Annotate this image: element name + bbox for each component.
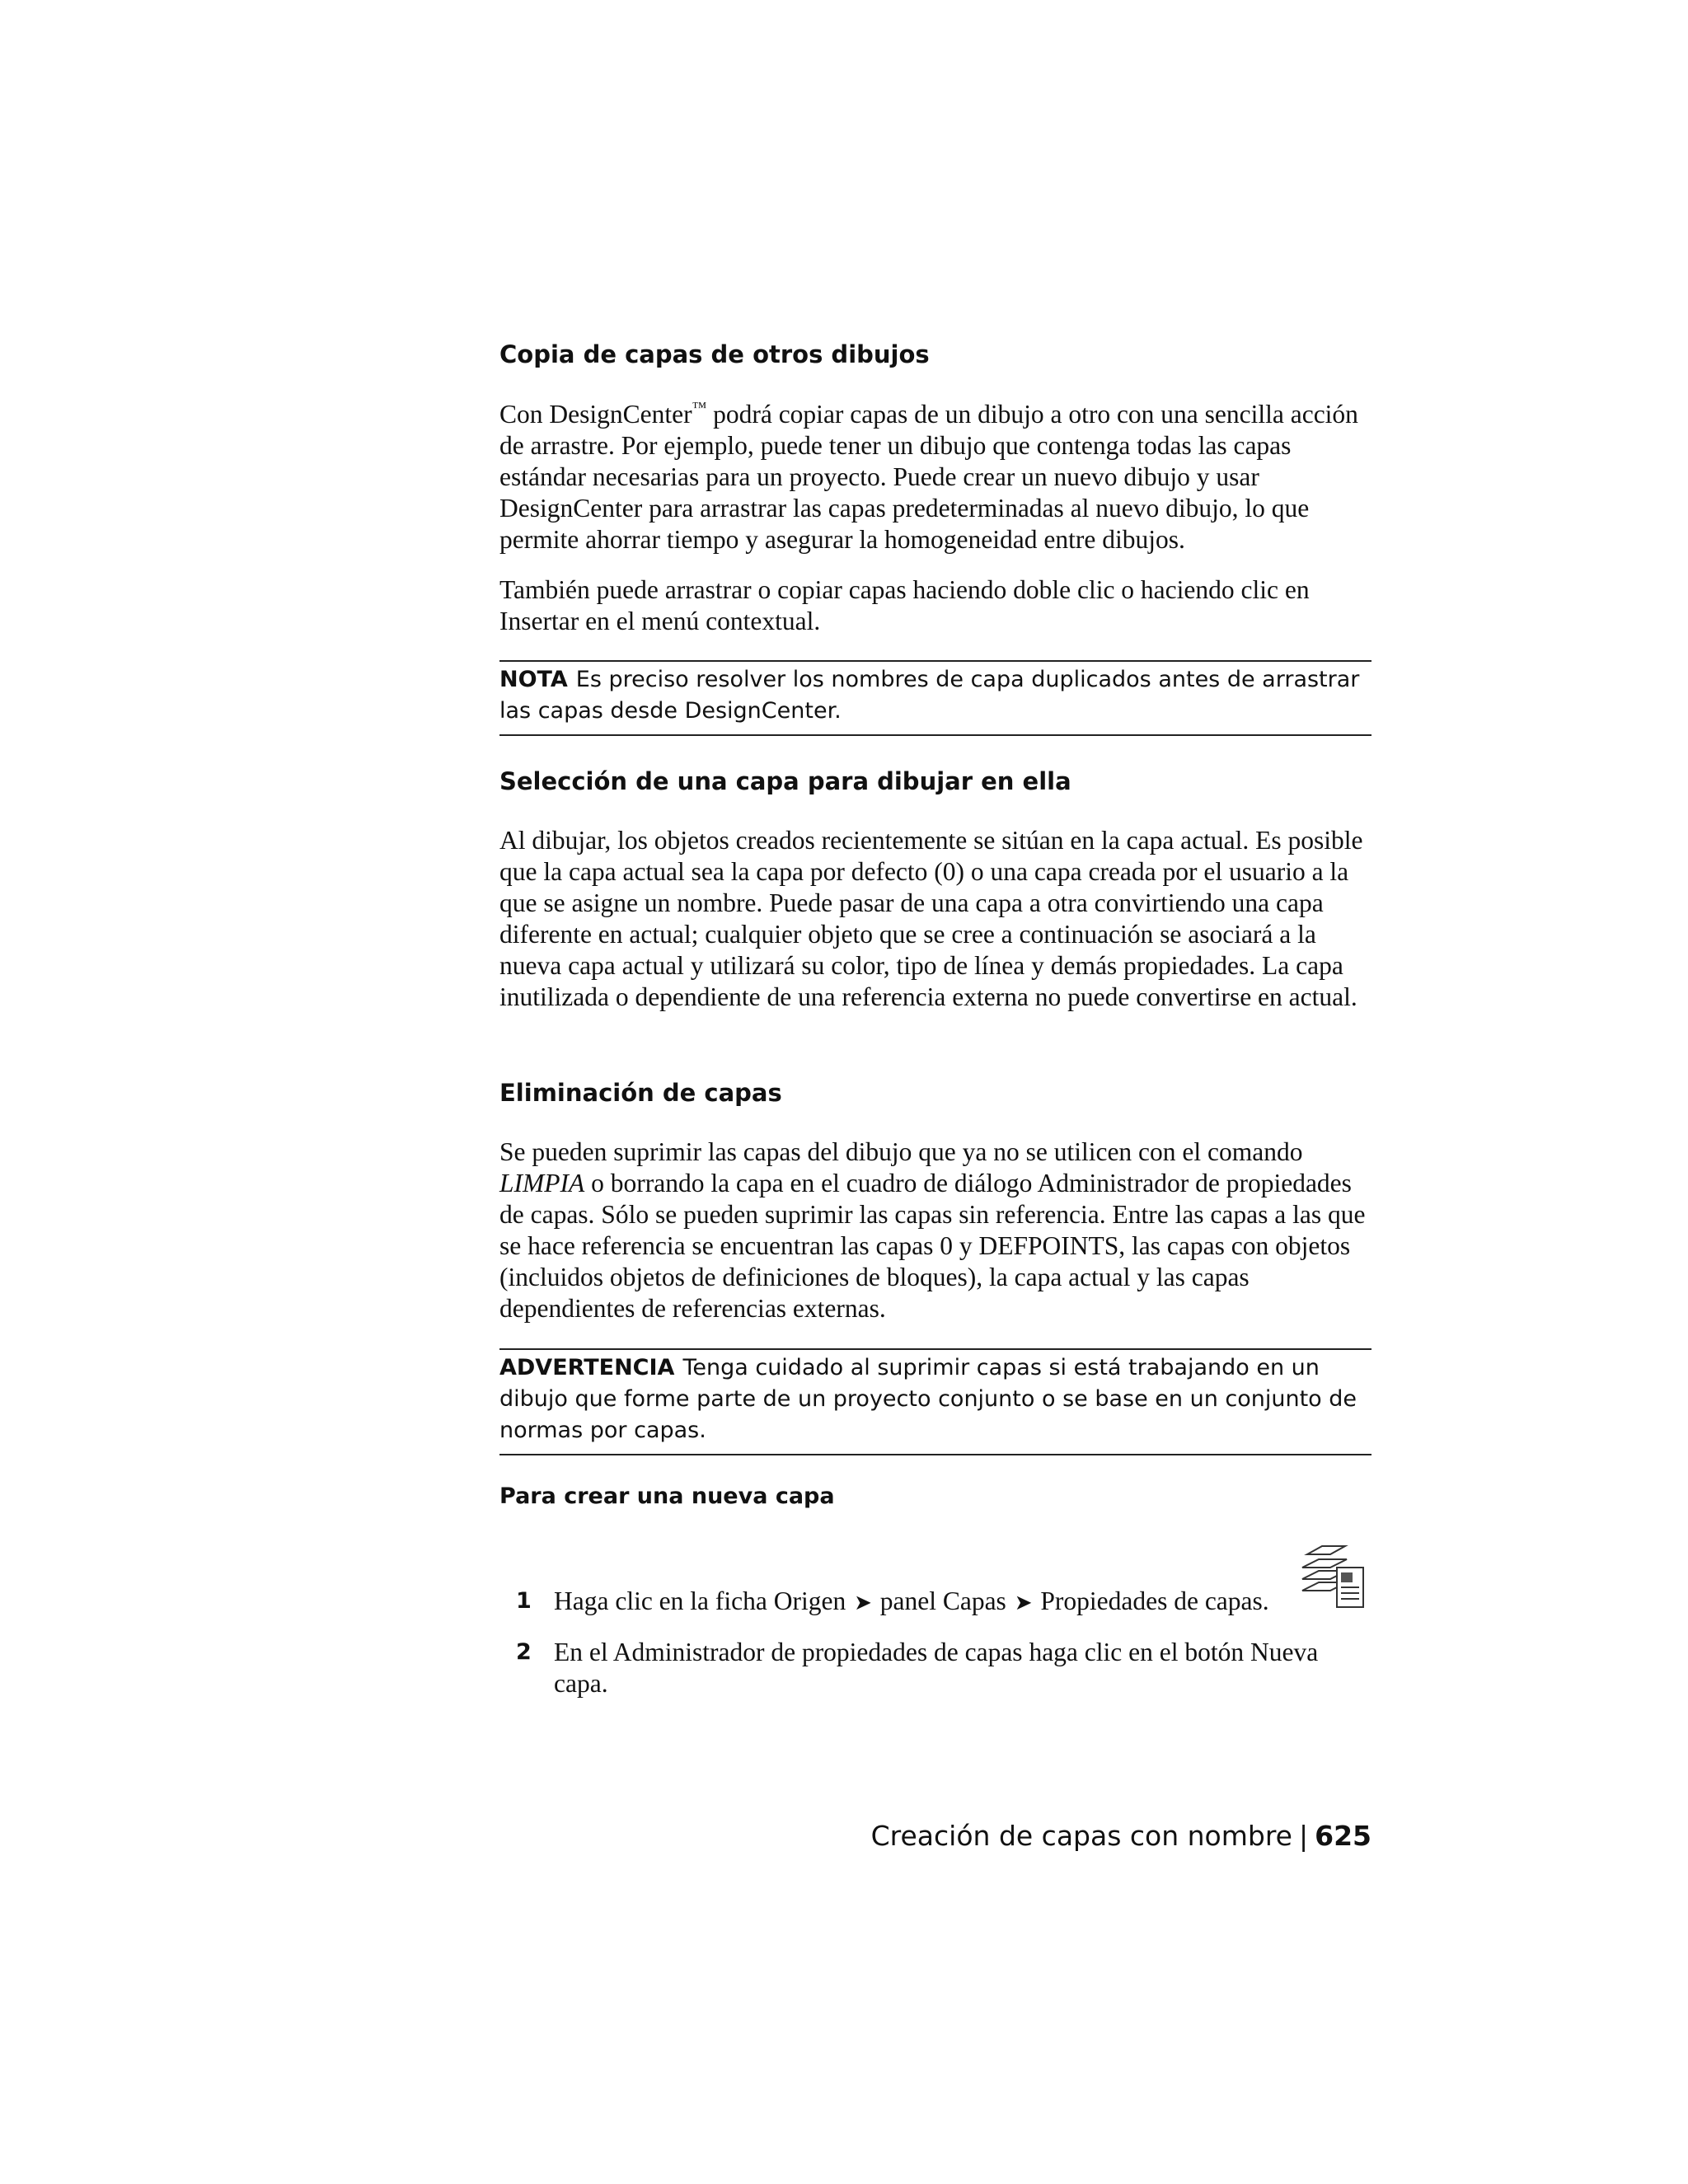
warning-text: Tenga cuidado al suprimir capas si está trabajando en un dibujo que forme parte de un proyecto conjunto o se base en un conjunto de normas por capas. bbox=[499, 1355, 1357, 1443]
note-text: Es preciso resolver los nombres de capa duplicados antes de arrastrar las capas desde DesignCenter. bbox=[499, 667, 1360, 724]
heading-copy-layers: Copia de capas de otros dibujos bbox=[499, 340, 930, 368]
arrow-icon: ➤ bbox=[854, 1591, 872, 1615]
heading-select-layer: Selección de una capa para dibujar en ella bbox=[499, 767, 1071, 795]
paragraph-copy-layers-1: Con DesignCenter™ podrá copiar capas de un dibujo a otro con una sencilla acción de arrastre. Por ejemplo, puede tener un dibujo que contenga todas las capas estándar necesarias para un proyecto. Puede crear un nuevo dibujo y usar DesignCenter para arrastrar las capas predeterminadas al nuevo dibujo, lo que permite ahorrar tiempo y asegurar la homogeneidad entre dibujos. bbox=[499, 398, 1358, 554]
warning-top-rule bbox=[499, 1348, 1372, 1350]
procedure-heading: Para crear una nueva capa bbox=[499, 1483, 835, 1509]
arrow-icon: ➤ bbox=[1014, 1591, 1033, 1615]
paragraph-select-layer: Al dibujar, los objetos creados recientemente se sitúan en la capa actual. Es posible que la capa actual sea la capa por defecto (0) o una capa creada por el usuario a la que se asigne un nombre. Puede pasar de una capa a otra convirtiendo una capa diferente en actual; cualquier objeto que se cree a continuación se asociará a la nueva capa actual y utilizará su color, tipo de línea y demás propiedades. La capa inutilizada o dependiente de una referencia externa no puede convertirse en actual. bbox=[499, 826, 1363, 1011]
footer-separator: | bbox=[1298, 1820, 1309, 1852]
warning-label: ADVERTENCIA bbox=[499, 1355, 675, 1380]
step-number: 2 bbox=[516, 1639, 532, 1665]
heading-delete-layers: Eliminación de capas bbox=[499, 1079, 782, 1107]
note-label: NOTA bbox=[499, 667, 568, 692]
note-bottom-rule bbox=[499, 734, 1372, 736]
warning-box bbox=[499, 1352, 1372, 1446]
page-number: 625 bbox=[1315, 1820, 1372, 1852]
paragraph-copy-layers-2: También puede arrastrar o copiar capas haciendo doble clic o haciendo clic en Insertar en el menú contextual. bbox=[499, 575, 1310, 635]
command-limpia: LIMPIA bbox=[499, 1169, 585, 1197]
step-number: 1 bbox=[516, 1588, 532, 1614]
page-footer bbox=[499, 1820, 1372, 1853]
trademark-symbol: ™ bbox=[692, 398, 707, 415]
note-box bbox=[499, 664, 1372, 727]
note-top-rule bbox=[499, 660, 1372, 662]
paragraph-delete-layers: Se pueden suprimir las capas del dibujo que ya no se utilicen con el comando LIMPIA o borrando la capa en el cuadro de diálogo Administrador de propiedades de capas. Sólo se pueden suprimir las capas sin referencia. Entre las capas a las que se hace referencia se encuentran las capas 0 y DEFPOINTS, las capas con objetos (incluidos objetos de definiciones de bloques), la capa actual y las capas dependientes de referencias externas. bbox=[499, 1137, 1366, 1323]
step-text: Haga clic en la ficha Origen ➤ panel Capas ➤ Propiedades de capas. bbox=[554, 1586, 1269, 1615]
warning-bottom-rule bbox=[499, 1454, 1372, 1455]
step-text: En el Administrador de propiedades de capas haga clic en el botón Nueva capa. bbox=[554, 1638, 1319, 1698]
footer-chapter: Creación de capas con nombre bbox=[870, 1820, 1292, 1852]
